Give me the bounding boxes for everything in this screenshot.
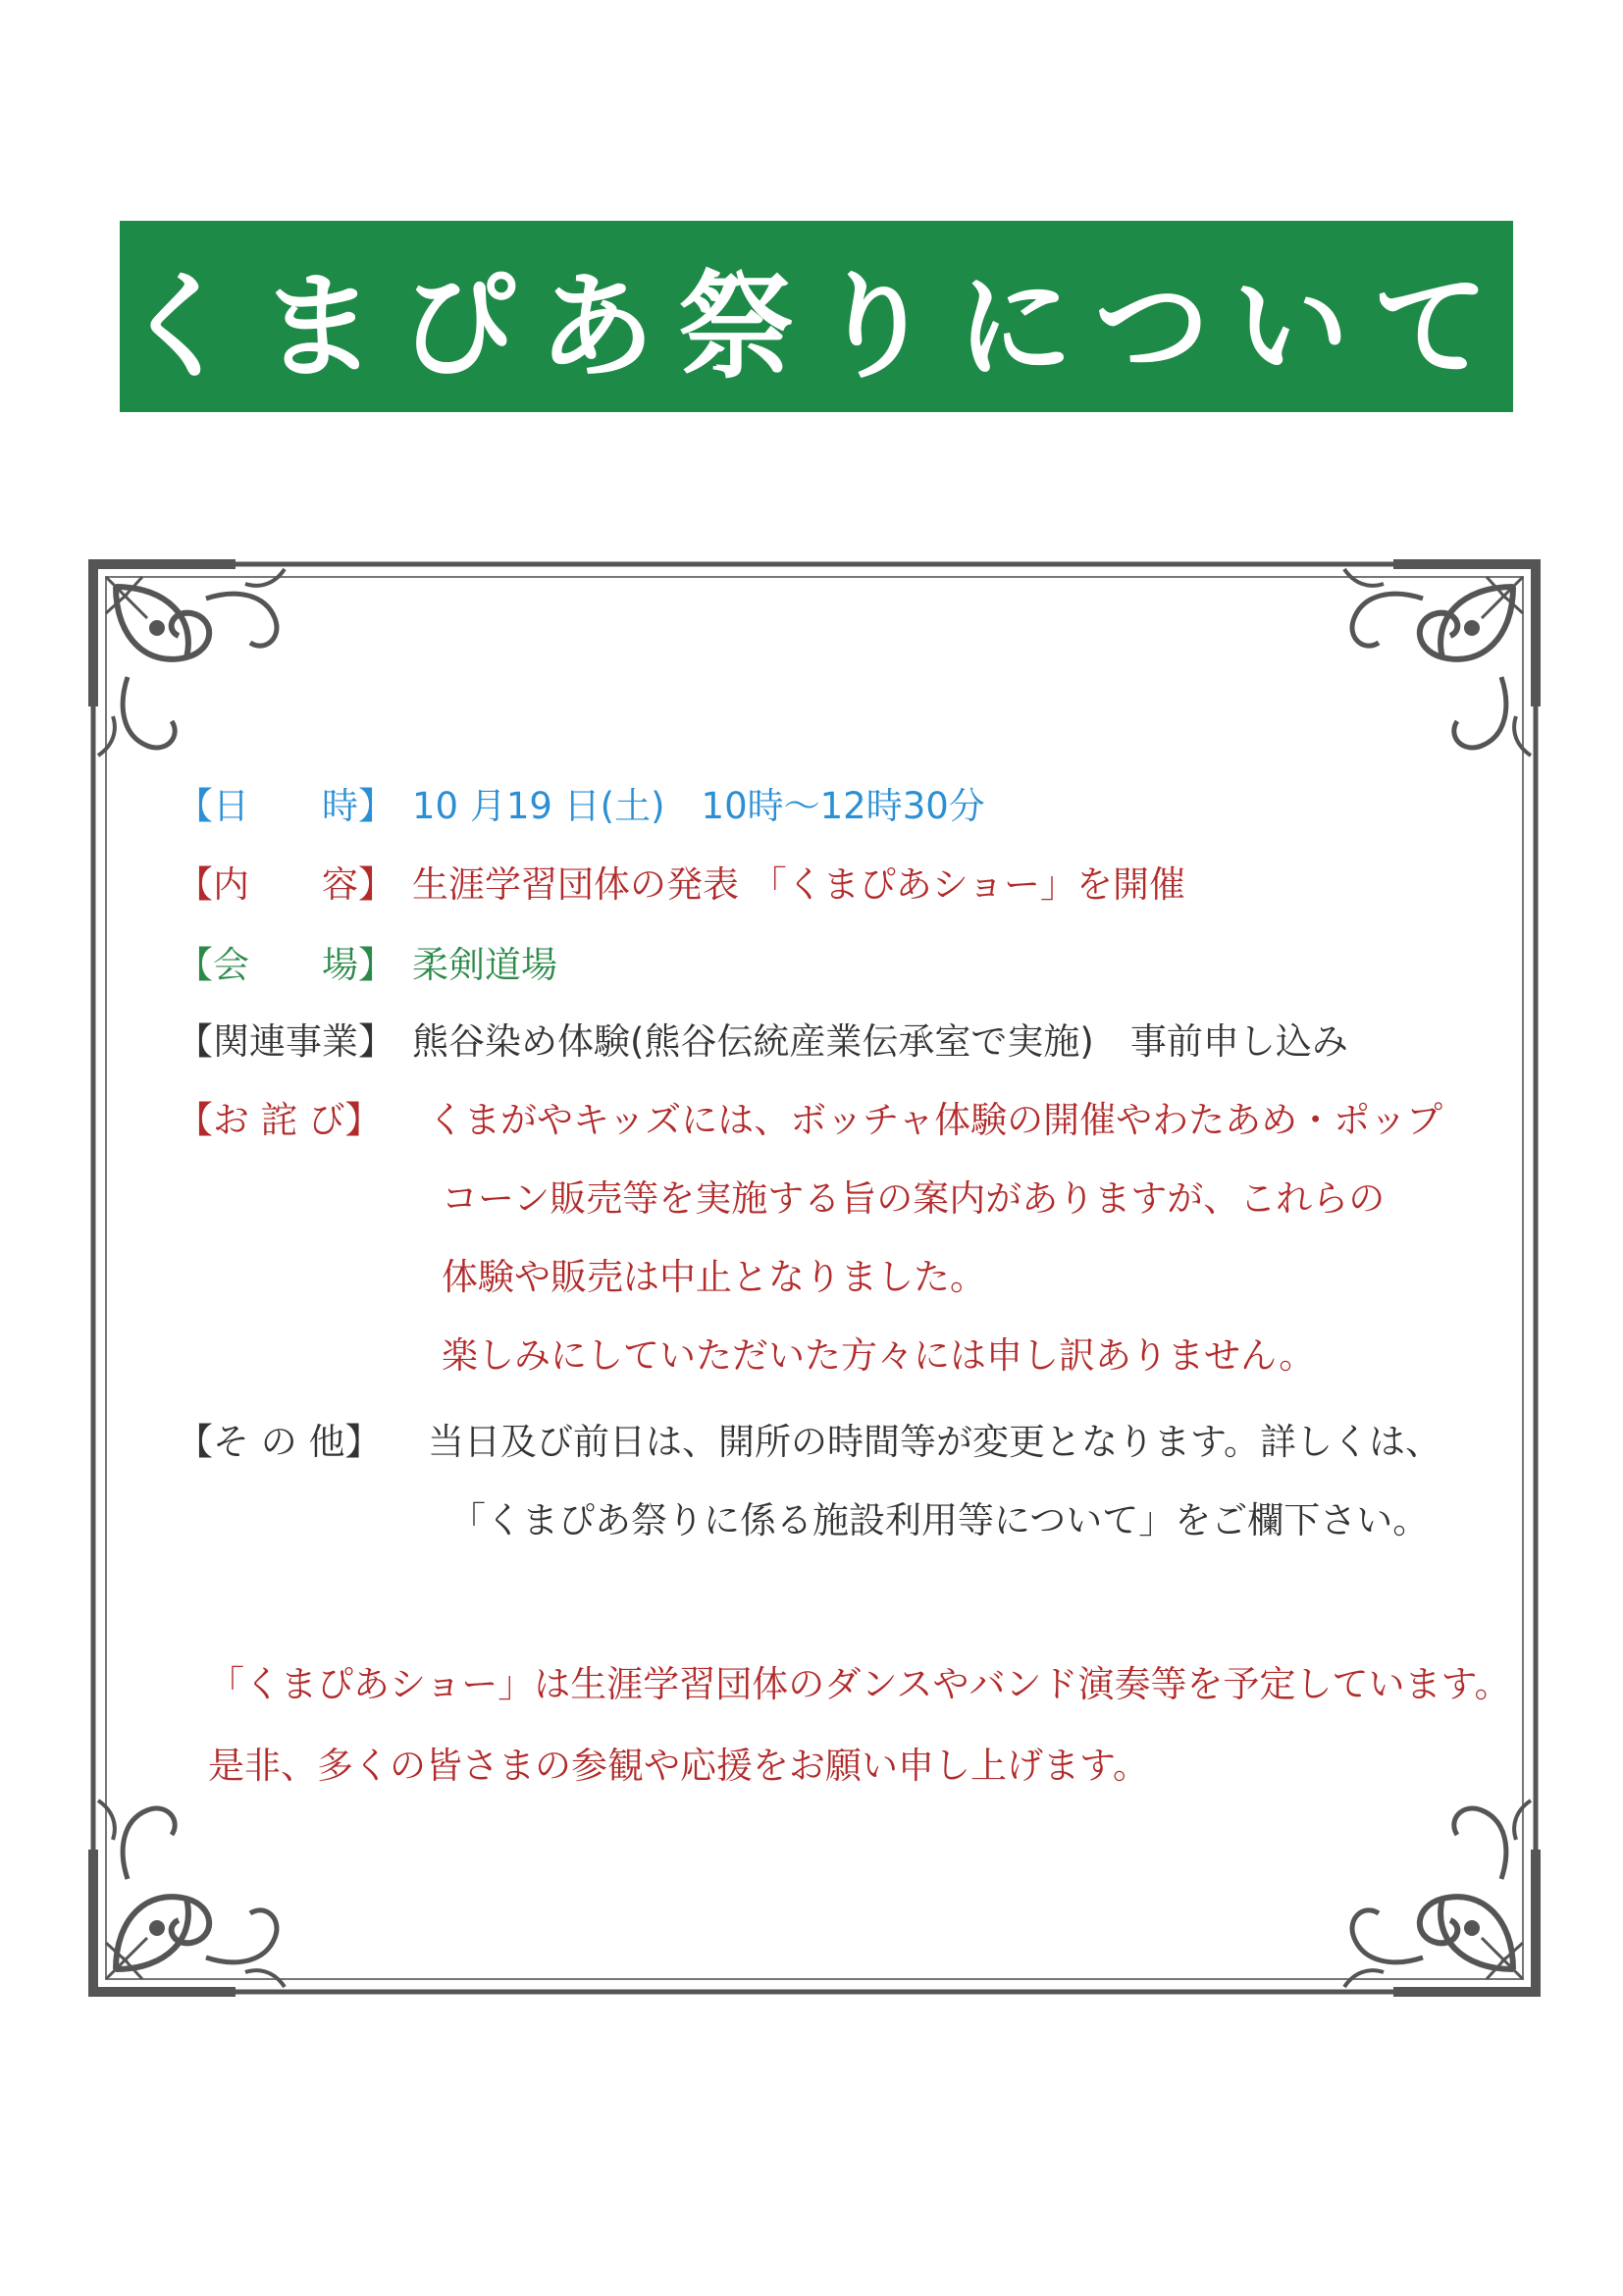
corner-ornament [1344, 559, 1541, 756]
other-row [177, 1421, 1441, 1464]
content-value: 生涯学習団体の発表 「くまぴあショー」を開催 [412, 863, 1186, 906]
apology-label: 【お 詫 び】 [177, 1099, 382, 1141]
apology-line: 体験や販売は中止となりました。 [442, 1256, 986, 1298]
date-value: 10 月19 日(土) 10時～12時30分 [412, 785, 985, 827]
invitation-note: 是非、多くの皆さまの参観や応援をお願い申し上げます。 [208, 1745, 1150, 1787]
other-line: 当日及び前日は、開所の時間等が変更となります。詳しくは、 [428, 1421, 1442, 1463]
venue-row [177, 944, 557, 987]
date-label: 【日 時】 [177, 785, 394, 827]
corner-ornament [1344, 1800, 1541, 1997]
content-row [177, 863, 1185, 907]
venue-value: 柔剣道場 [412, 944, 557, 986]
apology-row [177, 1099, 1442, 1142]
venue-label: 【会 場】 [177, 944, 394, 986]
show-note: 「くまぴあショー」は生涯学習団体のダンスやバンド演奏等を予定しています。 [208, 1663, 1511, 1705]
apology-line: 楽しみにしていただいた方々には申し訳ありません。 [442, 1334, 1316, 1377]
related-value: 熊谷染め体験(熊谷伝統産業伝承室で実施) 事前申し込み [412, 1020, 1348, 1063]
apology-line: コーン販売等を実施する旨の案内がありますが、これらの [442, 1177, 1386, 1220]
corner-ornament [88, 1800, 285, 1997]
date-row [177, 785, 985, 828]
related-label: 【関連事業】 [177, 1020, 394, 1063]
related-row [177, 1020, 1348, 1064]
other-line: 「くまぴあ祭りに係る施設利用等について」をご欄下さい。 [449, 1499, 1430, 1541]
apology-line: くまがやキッズには、ボッチャ体験の開催やわたあめ・ポップ [428, 1099, 1443, 1141]
page-title: くまぴあ祭りについて [121, 258, 1512, 394]
corner-ornament [88, 559, 285, 756]
content-label: 【内 容】 [177, 863, 394, 906]
other-label: 【そ の 他】 [177, 1421, 382, 1463]
